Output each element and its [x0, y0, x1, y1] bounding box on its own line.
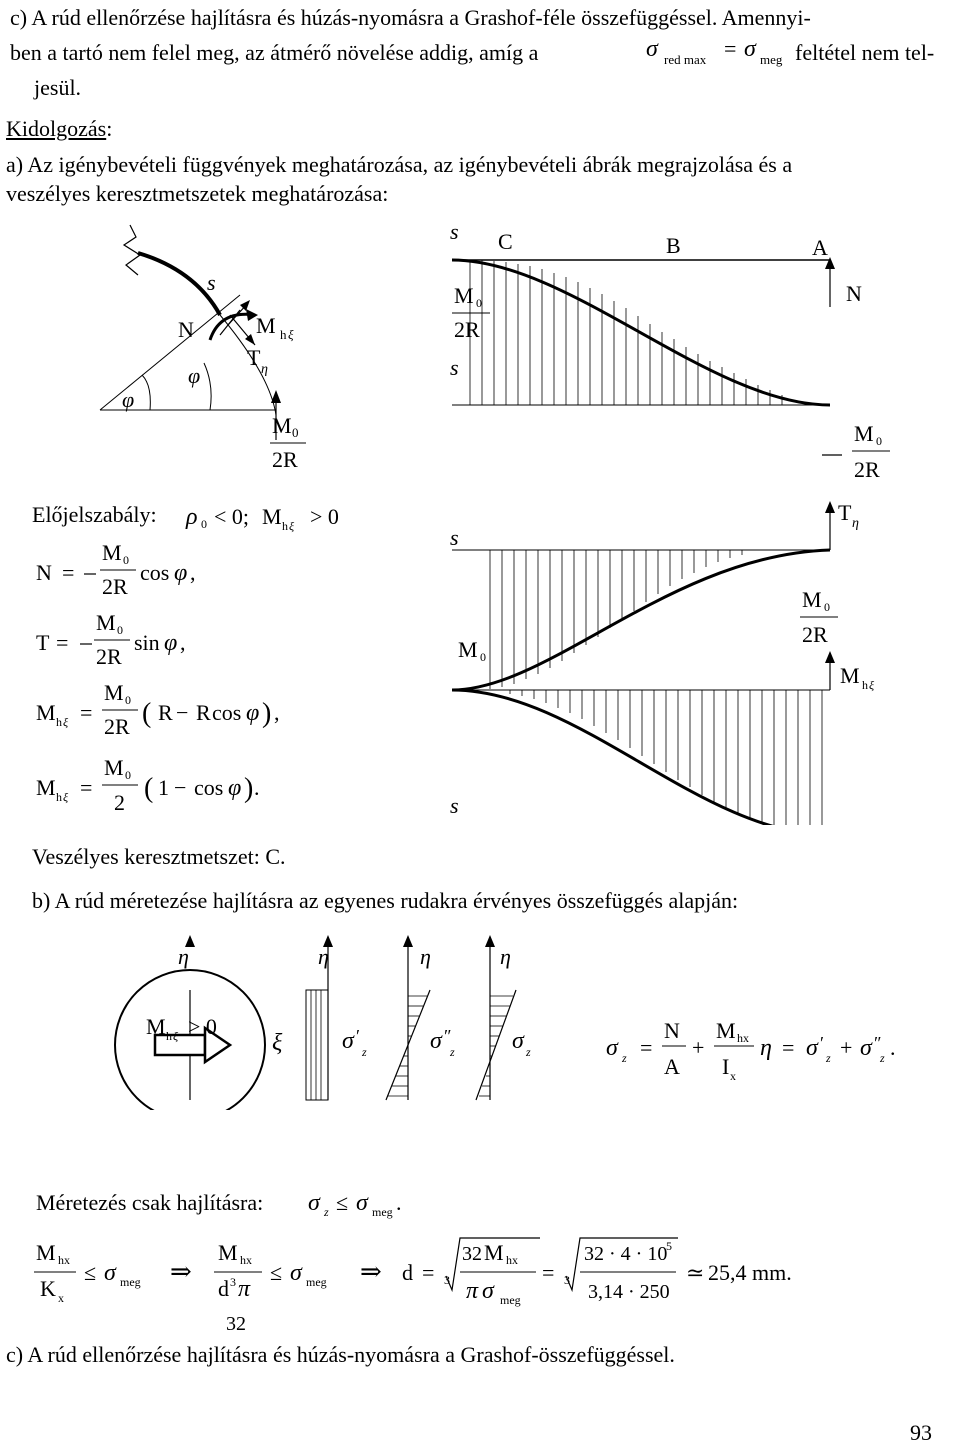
svg-text:σ: σ: [342, 1028, 354, 1054]
part-b-text: b) A rúd méretezése hajlításra az egyenes rudakra érvényes összefüggés alapján:: [32, 888, 739, 913]
svg-text:d: d: [402, 1260, 413, 1285]
svg-text:A: A: [664, 1054, 680, 1079]
dangerous-section-text: Veszélyes keresztmetszet: C.: [32, 844, 286, 869]
svg-text:): ): [262, 698, 272, 729]
svg-text:(: (: [144, 773, 154, 804]
svg-text:C: C: [498, 229, 513, 254]
svg-text:σ: σ: [308, 1190, 320, 1216]
svg-text:φ: φ: [246, 700, 260, 726]
svg-text:sin: sin: [134, 630, 160, 655]
svg-text:′: ′: [356, 1026, 360, 1046]
svg-text:≃: ≃: [686, 1260, 705, 1285]
page-number: 93: [910, 1420, 932, 1445]
svg-text:2R: 2R: [104, 714, 130, 739]
svg-text:R: R: [196, 700, 211, 725]
svg-text:0: 0: [292, 425, 299, 440]
svg-text:0: 0: [125, 768, 131, 782]
svg-text:−: −: [176, 700, 189, 725]
svg-text:T: T: [247, 345, 261, 370]
svg-text:3: 3: [564, 1273, 570, 1287]
svg-text:z: z: [450, 1045, 455, 1059]
dimensioning-label: Méretezés csak hajlításra:: [36, 1190, 264, 1215]
svg-text:25,4 mm.: 25,4 mm.: [708, 1260, 792, 1285]
svg-text:> 0: > 0: [310, 504, 339, 529]
svg-text:0: 0: [480, 650, 486, 664]
svg-text:,: ,: [190, 560, 196, 585]
intro-line2-a: ben a tartó nem felel meg, az átmérő növelése addig, amíg a: [10, 40, 539, 65]
svg-text:η: η: [500, 944, 511, 969]
svg-text:meg: meg: [500, 1293, 521, 1307]
svg-text:3: 3: [444, 1273, 450, 1287]
svg-text:≤: ≤: [336, 1190, 349, 1215]
svg-text:N: N: [178, 317, 194, 342]
svg-text:M: M: [716, 1018, 736, 1043]
svg-text:.: .: [254, 775, 260, 800]
svg-text:32: 32: [226, 1313, 246, 1335]
svg-text:η: η: [318, 944, 329, 969]
svg-text:η: η: [760, 1035, 772, 1061]
svg-text:0: 0: [876, 434, 882, 448]
svg-text:s: s: [450, 355, 459, 380]
part-c-text: c) A rúd ellenőrzése hajlításra és húzás-nyomásra a Grashof-összefüggéssel.: [6, 1342, 675, 1367]
svg-text:N: N: [664, 1018, 680, 1043]
dimensioning-condition: [300, 1184, 450, 1224]
svg-text:0: 0: [123, 553, 129, 567]
svg-text:≤: ≤: [84, 1260, 97, 1285]
svg-text:0: 0: [117, 623, 123, 637]
svg-text:h: h: [280, 327, 287, 342]
part-a-line1: a) Az igénybevételi függvények meghatározása, az igénybevételi ábrák megrajzolása és a: [6, 152, 793, 177]
svg-text:meg: meg: [372, 1205, 393, 1219]
svg-text:2: 2: [114, 790, 125, 815]
svg-text:hx: hx: [737, 1031, 749, 1045]
svg-text:0: 0: [125, 693, 131, 707]
n-diagram-hatch: [470, 260, 782, 405]
svg-text:M: M: [36, 1240, 56, 1265]
svg-text:ξ: ξ: [272, 1030, 283, 1056]
svg-text:): ): [244, 773, 254, 804]
svg-text:M: M: [36, 700, 56, 725]
svg-text:h: h: [862, 678, 868, 692]
svg-text:2R: 2R: [96, 644, 122, 669]
svg-text:″: ″: [444, 1026, 452, 1046]
svg-text:0: 0: [824, 600, 830, 614]
svg-text:≤: ≤: [270, 1260, 283, 1285]
svg-text:σ: σ: [430, 1028, 442, 1054]
svg-text:Előjelszabály:: Előjelszabály:: [32, 502, 157, 527]
svg-text:M: M: [104, 755, 124, 780]
sign-rule-and-equations: [0, 490, 420, 860]
svg-text:meg: meg: [760, 52, 783, 67]
svg-text:ξ: ξ: [869, 678, 875, 692]
svg-text:⇒: ⇒: [170, 1257, 192, 1286]
stress-distribution-diagram: [80, 930, 950, 1110]
svg-text:η: η: [261, 362, 268, 377]
mh-diagram-hatch: [510, 690, 822, 825]
svg-text:M: M: [840, 663, 860, 688]
part-a-line2: veszélyes keresztmetszetek meghatározása:: [6, 181, 389, 206]
svg-text:(: (: [142, 698, 152, 729]
svg-text:meg: meg: [306, 1275, 327, 1289]
svg-text:η: η: [178, 944, 189, 969]
dimensioning-derivation: [30, 1230, 930, 1340]
svg-text:2R: 2R: [272, 447, 298, 472]
svg-text:M: M: [218, 1240, 238, 1265]
svg-text:σ: σ: [104, 1260, 116, 1286]
svg-text:z: z: [880, 1051, 885, 1065]
svg-text:ξ: ξ: [63, 790, 69, 804]
svg-text:hx: hx: [506, 1253, 518, 1267]
svg-text:0: 0: [476, 296, 482, 310]
svg-text:σ: σ: [806, 1035, 818, 1061]
svg-text:σ: σ: [860, 1035, 872, 1061]
svg-text:−: −: [174, 775, 187, 800]
svg-text:hx: hx: [58, 1253, 70, 1267]
svg-text:2R: 2R: [802, 622, 828, 647]
svg-text:hx: hx: [240, 1253, 252, 1267]
svg-text:h: h: [282, 519, 288, 533]
svg-text:σ: σ: [356, 1190, 368, 1216]
svg-text:M: M: [458, 637, 478, 662]
svg-text:M: M: [454, 283, 474, 308]
svg-text:s: s: [450, 793, 459, 818]
svg-text:φ: φ: [188, 363, 201, 388]
kidolgozas-heading-text: Kidolgozás: [6, 116, 107, 141]
svg-text:x: x: [58, 1291, 64, 1305]
svg-text:5: 5: [666, 1239, 672, 1253]
svg-text:σ: σ: [606, 1035, 618, 1061]
svg-text:+: +: [692, 1035, 705, 1060]
intro-line2-b: feltétel nem tel-: [795, 40, 935, 65]
svg-text:=: =: [640, 1035, 653, 1060]
svg-text:h: h: [56, 715, 62, 729]
svg-text:π: π: [466, 1278, 479, 1304]
svg-text:M: M: [36, 775, 56, 800]
svg-text:z: z: [324, 1205, 329, 1219]
svg-text:s: s: [207, 270, 216, 295]
svg-text:0: 0: [201, 517, 207, 531]
beam-element-diagram: [80, 215, 340, 475]
svg-text:M: M: [262, 504, 282, 529]
svg-text:ξ: ξ: [289, 519, 295, 533]
svg-text:A: A: [812, 235, 828, 260]
svg-text:M: M: [256, 313, 276, 338]
svg-text:h: h: [56, 790, 62, 804]
svg-text:h: h: [166, 1029, 172, 1043]
svg-text:M: M: [146, 1014, 166, 1039]
svg-text:3: 3: [230, 1275, 236, 1289]
svg-text:1: 1: [158, 775, 169, 800]
svg-text:K: K: [40, 1276, 56, 1301]
intro-line1: c) A rúd ellenőrzése hajlításra és húzás-nyomásra a Grashof-féle összefüggéssel. Amennyi-: [10, 5, 811, 30]
svg-text:M: M: [484, 1240, 504, 1265]
svg-text:=: =: [542, 1260, 555, 1285]
svg-text:φ: φ: [122, 387, 135, 412]
svg-text:M: M: [102, 540, 122, 565]
svg-text:M: M: [272, 413, 292, 438]
svg-text:meg: meg: [120, 1275, 141, 1289]
svg-text:2R: 2R: [102, 574, 128, 599]
svg-text:φ: φ: [228, 775, 242, 801]
svg-text:cos: cos: [140, 560, 170, 585]
intro-line3: jesül.: [34, 75, 82, 100]
svg-text:d: d: [218, 1276, 229, 1301]
svg-text:ξ: ξ: [173, 1029, 179, 1043]
svg-text:M: M: [854, 421, 874, 446]
svg-text:η: η: [420, 944, 431, 969]
svg-text:φ: φ: [174, 560, 188, 586]
svg-text:π: π: [238, 1276, 251, 1302]
svg-text:.: .: [396, 1190, 402, 1215]
svg-text:ρ: ρ: [186, 504, 198, 530]
svg-text:=: =: [80, 775, 93, 800]
svg-text:σ: σ: [646, 36, 658, 62]
svg-text:z: z: [526, 1045, 531, 1059]
svg-text:=: =: [62, 560, 75, 585]
internal-force-diagrams: [430, 215, 950, 825]
svg-text:′: ′: [820, 1033, 824, 1053]
svg-text:> 0: > 0: [188, 1014, 217, 1039]
svg-text:,: ,: [180, 630, 186, 655]
svg-text:″: ″: [874, 1033, 882, 1053]
svg-text:N: N: [36, 560, 52, 585]
svg-text:.: .: [890, 1035, 896, 1060]
svg-text:σ: σ: [512, 1028, 524, 1054]
svg-text:I: I: [722, 1054, 730, 1079]
svg-text:ξ: ξ: [288, 327, 294, 342]
svg-text:M: M: [96, 610, 116, 635]
svg-text:red max: red max: [664, 52, 707, 67]
svg-text:=: =: [724, 36, 737, 61]
svg-text:η: η: [852, 516, 859, 531]
svg-text:R: R: [158, 700, 173, 725]
svg-text:=: =: [782, 1035, 795, 1060]
kidolgozas-colon: :: [106, 116, 113, 141]
svg-text:B: B: [666, 233, 681, 258]
svg-text:σ: σ: [482, 1278, 494, 1304]
svg-text:2R: 2R: [854, 457, 880, 482]
svg-text:M: M: [802, 587, 822, 612]
svg-text:T: T: [838, 500, 852, 525]
svg-text:z: z: [362, 1045, 367, 1059]
svg-text:32 · 4 · 10: 32 · 4 · 10: [584, 1243, 668, 1265]
svg-text:s: s: [450, 219, 459, 244]
svg-text:+: +: [840, 1035, 853, 1060]
svg-text:N: N: [846, 281, 862, 306]
svg-text:=: =: [422, 1260, 435, 1285]
svg-text:x: x: [730, 1069, 736, 1083]
intro-condition-formula: [636, 32, 786, 72]
svg-text:⇒: ⇒: [360, 1257, 382, 1286]
svg-text:ξ: ξ: [63, 715, 69, 729]
svg-text:< 0;: < 0;: [214, 504, 250, 529]
svg-text:2R: 2R: [454, 317, 480, 342]
svg-text:σ: σ: [744, 36, 756, 62]
svg-text:32: 32: [462, 1243, 482, 1265]
svg-text:z: z: [826, 1051, 831, 1065]
svg-text:,: ,: [274, 700, 280, 725]
svg-text:cos: cos: [212, 700, 242, 725]
svg-text:z: z: [622, 1051, 627, 1065]
svg-text:σ: σ: [290, 1260, 302, 1286]
svg-text:3,14 · 250: 3,14 · 250: [588, 1281, 670, 1303]
kidolgozas-heading: [6, 114, 112, 144]
svg-text:s: s: [450, 525, 459, 550]
svg-text:=: =: [80, 700, 93, 725]
svg-text:M: M: [104, 680, 124, 705]
svg-text:cos: cos: [194, 775, 224, 800]
svg-text:φ: φ: [164, 630, 178, 656]
svg-text:T: T: [36, 630, 50, 655]
svg-text:=: =: [56, 630, 69, 655]
